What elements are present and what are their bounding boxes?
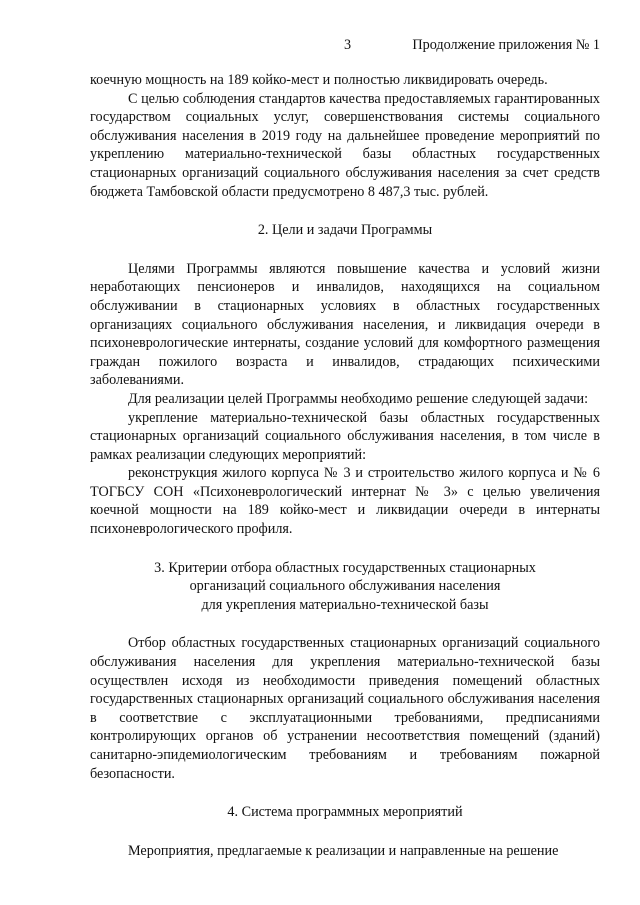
section-2-paragraph-4: реконструкция жилого корпуса № 3 и строительство жилого корпуса и № 6 ТОГБСУ СОН «Психоневрологический интернат № 3» с целью увеличения коечной мощности на 189 койко-мест и ликвидации очереди в интернаты психоневрологического профиля. xyxy=(90,465,600,538)
section-4-heading: 4. Система программных мероприятий xyxy=(227,804,463,821)
intro-paragraph-1: коечную мощность на 189 койко-мест и полностью ликвидировать очередь. xyxy=(90,72,548,88)
section-3-heading-line-2: организаций социального обслуживания населения xyxy=(189,578,501,595)
document-page xyxy=(90,36,600,860)
appendix-continuation-label: Продолжение приложения № 1 xyxy=(412,37,600,53)
section-2-heading: 2. Цели и задачи Программы xyxy=(257,222,433,239)
intro-paragraph-2: С целью соблюдения стандартов качества предоставляемых гарантированных государством социальных услуг, совершенствования системы социального обслуживания населения в 2019 году на дальнейшее проведение мероприятий по укреплению материально-технической базы областных государственных стационарных организаций социального обслуживания населения за счет средств бюджета Тамбовской области предусмотрено 8 487,3 тыс. рублей. xyxy=(90,90,600,200)
section-4-paragraph-1: Мероприятия, предлагаемые к реализации и направленные на решение xyxy=(128,842,559,859)
section-3-heading-line-3: для укрепления материально-технической базы xyxy=(201,596,489,613)
section-3-heading-line-1: 3. Критерии отбора областных государственных стационарных xyxy=(154,559,536,576)
section-2-paragraph-3: укрепление материально-технической базы областных государственных стационарных организаций социального обслуживания населения, в том числе в рамках реализации следующих мероприятий: xyxy=(90,409,600,463)
page-number: 3 xyxy=(344,37,352,53)
section-2-paragraph-1: Целями Программы являются повышение качества и условий жизни неработающих пенсионеров и инвалидов, находящихся на социальном обслуживании в стационарных условиях в областных государственных организациях социального обслуживания населения, и ликвидация очереди в психоневрологические интернаты, создание условий для комфортного размещения граждан пожилого возраста и инвалидов, страдающих психическими заболеваниями. xyxy=(90,260,600,389)
section-2-paragraph-2: Для реализации целей Программы необходимо решение следующей задачи: xyxy=(128,390,589,407)
page-header xyxy=(90,36,600,56)
section-3-paragraph-1: Отбор областных государственных стационарных организаций социального обслуживания населения для укрепления материально-технической базы осуществлен исходя из необходимости приведения помещений областных государственных стационарных организаций социального обслуживания населения в соответствие с эксплуатационными требованиями, предписаниями контролирующих органов об устранении несоответствия помещений (зданий) санитарно-эпидемиологическим требованиям и требованиям пожарной безопасности. xyxy=(90,635,600,782)
